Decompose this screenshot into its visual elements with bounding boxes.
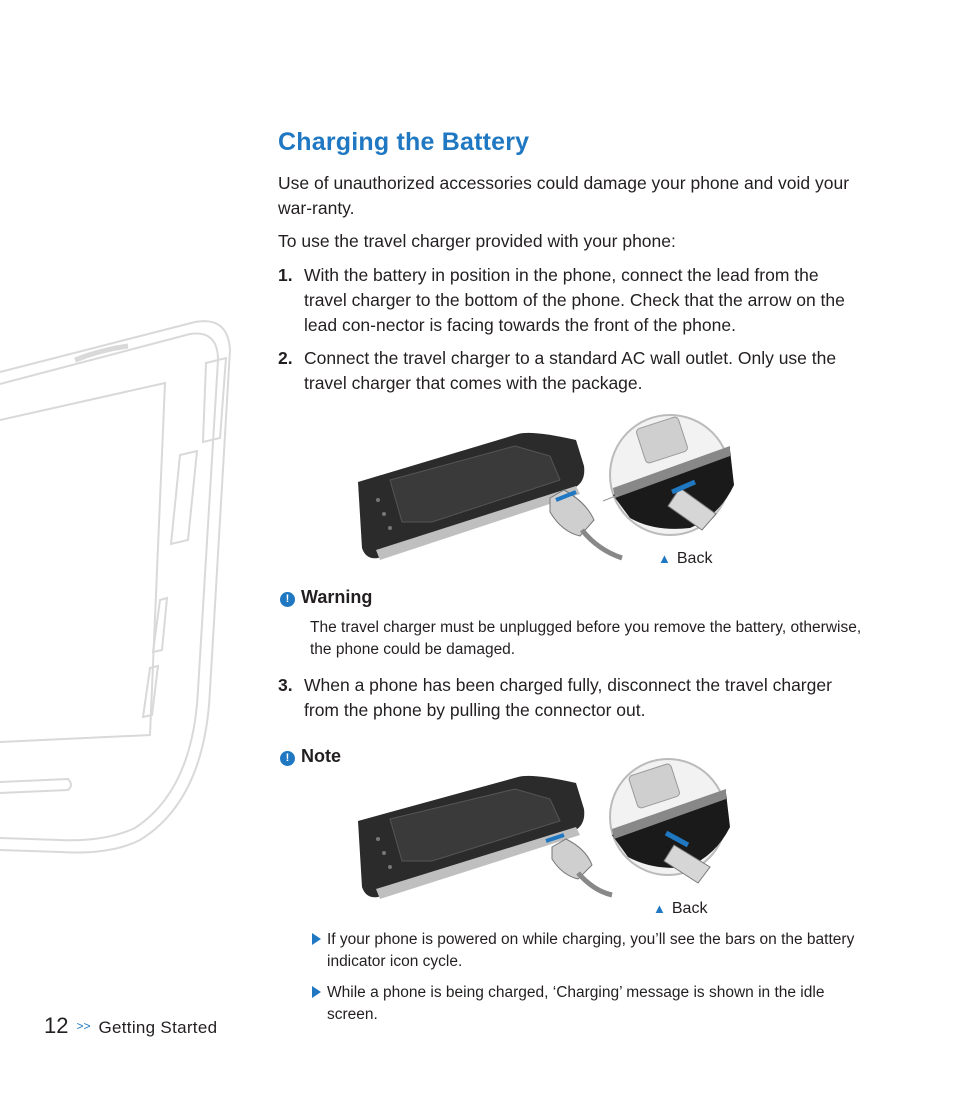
phone-illustration	[358, 776, 584, 899]
lead-paragraph: To use the travel charger provided with your phone:	[278, 231, 676, 251]
warning-heading-label: Warning	[301, 587, 373, 607]
figure-disconnect-charger	[350, 755, 750, 905]
bullet-arrow-icon	[312, 986, 321, 998]
note-heading-label: Note	[301, 746, 341, 766]
page-number: 12	[44, 1013, 69, 1038]
phone-illustration	[358, 433, 584, 560]
intro-paragraph: Use of unauthorized accessories could damage your phone and void your war-ranty.	[278, 173, 850, 218]
page-footer	[44, 1013, 217, 1039]
charger-plug-illustration	[550, 490, 622, 558]
step-2	[278, 346, 858, 396]
warning-body: The travel charger must be unplugged before you remove the battery, otherwise, the phone could be damaged.	[310, 619, 862, 658]
zoom-inset	[603, 415, 734, 535]
exclamation-icon: !	[280, 751, 295, 766]
triangle-up-icon: ▲	[658, 551, 671, 566]
caption-text: Back	[676, 550, 713, 567]
step-number: 1.	[278, 265, 293, 285]
step-text: Connect the travel charger to a standard AC wall outlet. Only use the travel charger that comes with the package.	[304, 348, 837, 393]
bullet-text: While a phone is being charged, ‘Charging’ message is shown in the idle screen.	[327, 984, 825, 1023]
step-text: With the battery in position in the phone, connect the lead from the travel charger to the bottom of the phone. Check that the arrow on the lead con-nector is facing towards the front of the phone.	[304, 265, 845, 335]
note-bullet-2	[312, 982, 862, 1026]
zoom-inset	[610, 759, 730, 883]
page-title: Charging the Battery	[278, 128, 530, 156]
triangle-up-icon: ▲	[653, 901, 666, 916]
figure1-caption	[658, 550, 712, 568]
caption-text: Back	[671, 900, 708, 917]
step-number: 2.	[278, 348, 293, 368]
section-name: Getting Started	[98, 1018, 218, 1037]
note-heading	[280, 746, 341, 767]
figure2-caption	[653, 900, 707, 918]
chevron-icon: >>	[76, 1019, 91, 1033]
step-text: When a phone has been charged fully, disconnect the travel charger from the phone by pulling the connector out.	[304, 675, 832, 720]
step-number: 3.	[278, 675, 293, 695]
step-1	[278, 263, 858, 338]
charger-plug-illustration	[546, 835, 612, 895]
exclamation-icon: !	[280, 592, 295, 607]
bullet-arrow-icon	[312, 933, 321, 945]
note-bullet-1	[312, 929, 862, 973]
bullet-text: If your phone is powered on while charging, you’ll see the bars on the battery indicator icon cycle.	[327, 931, 855, 970]
background-phone-outline	[0, 310, 240, 860]
warning-heading	[280, 587, 372, 608]
step-3	[278, 673, 858, 723]
